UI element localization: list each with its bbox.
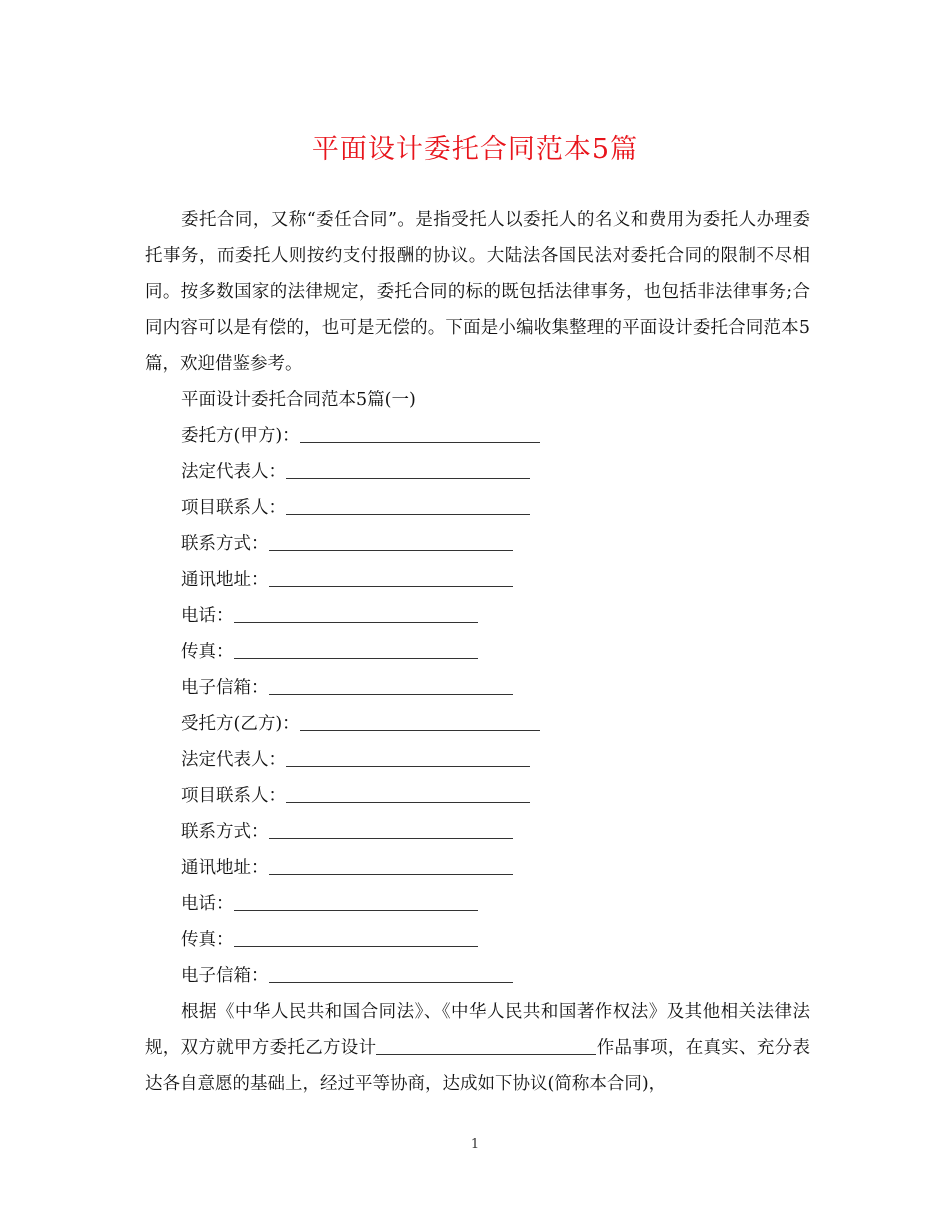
field-label: 联系方式： [181,822,269,842]
party-b-fax-field [145,922,810,958]
document-title: 平面设计委托合同范本5篇 [311,134,639,165]
field-blank [269,566,513,587]
party-a-legal-rep-field [145,454,810,490]
field-blank [234,602,478,623]
field-blank [234,638,478,659]
party-a-field [145,418,810,454]
field-blank [234,890,478,911]
party-a-contact-method-field [145,526,810,562]
closing-text-2: 作品事项，在真实、充分表达各自意愿的基础上，经过平等协商，达成如下协议(简称本合同)， [145,1038,811,1094]
field-label: 通讯地址： [181,858,269,878]
party-a-fax-field [145,634,810,670]
field-blank [234,926,478,947]
party-b-label: 受托方(乙方)： [181,714,300,734]
document-body [145,202,810,1102]
party-b-address-field [145,850,810,886]
party-b-blank [300,710,540,731]
field-label: 电话： [181,894,234,914]
page-number: 1 [470,1137,480,1152]
field-blank [286,782,530,803]
party-b-contact-person-field [145,778,810,814]
party-b-contact-method-field [145,814,810,850]
field-label: 电子信箱： [181,966,269,986]
party-a-label: 委托方(甲方)： [181,426,300,446]
field-label: 项目联系人： [181,498,286,518]
field-blank [269,962,513,983]
field-label: 法定代表人： [181,750,286,770]
field-blank [286,458,530,479]
party-b-field [145,706,810,742]
party-b-legal-rep-field [145,742,810,778]
field-label: 法定代表人： [181,462,286,482]
closing-paragraph [145,994,810,1102]
party-a-phone-field [145,598,810,634]
closing-text-1: 根据《中华人民共和国合同法》、《中华人民共和国著作权法》及其他相关法律法规，双方就甲方委托乙方设计 [145,1002,810,1058]
design-work-blank [376,1034,596,1055]
party-a-contact-person-field [145,490,810,526]
party-b-email-field [145,958,810,994]
field-label: 传真： [181,642,234,662]
field-label: 联系方式： [181,534,269,554]
field-blank [269,674,513,695]
party-b-phone-field [145,886,810,922]
intro-paragraph: 委托合同，又称“委任合同”。是指受托人以委托人的名义和费用为委托人办理委托事务，而委托人则按约支付报酬的协议。大陆法各国民法对委托合同的限制不尽相同。按多数国家的法律规定，委托合同的标的既包括法律事务，也包括非法律事务;合同内容可以是有偿的，也可是无偿的。下面是小编收集整理的平面设计委托合同范本5篇，欢迎借鉴参考。 [145,210,810,374]
field-blank [269,854,513,875]
field-blank [286,494,530,515]
party-a-email-field [145,670,810,706]
field-label: 传真： [181,930,234,950]
field-label: 通讯地址： [181,570,269,590]
party-a-address-field [145,562,810,598]
field-label: 项目联系人： [181,786,286,806]
field-blank [269,530,513,551]
field-blank [286,746,530,767]
section-heading: 平面设计委托合同范本5篇(一) [181,390,416,410]
field-label: 电子信箱： [181,678,269,698]
party-a-blank [300,422,540,443]
field-label: 电话： [181,606,234,626]
field-blank [269,818,513,839]
